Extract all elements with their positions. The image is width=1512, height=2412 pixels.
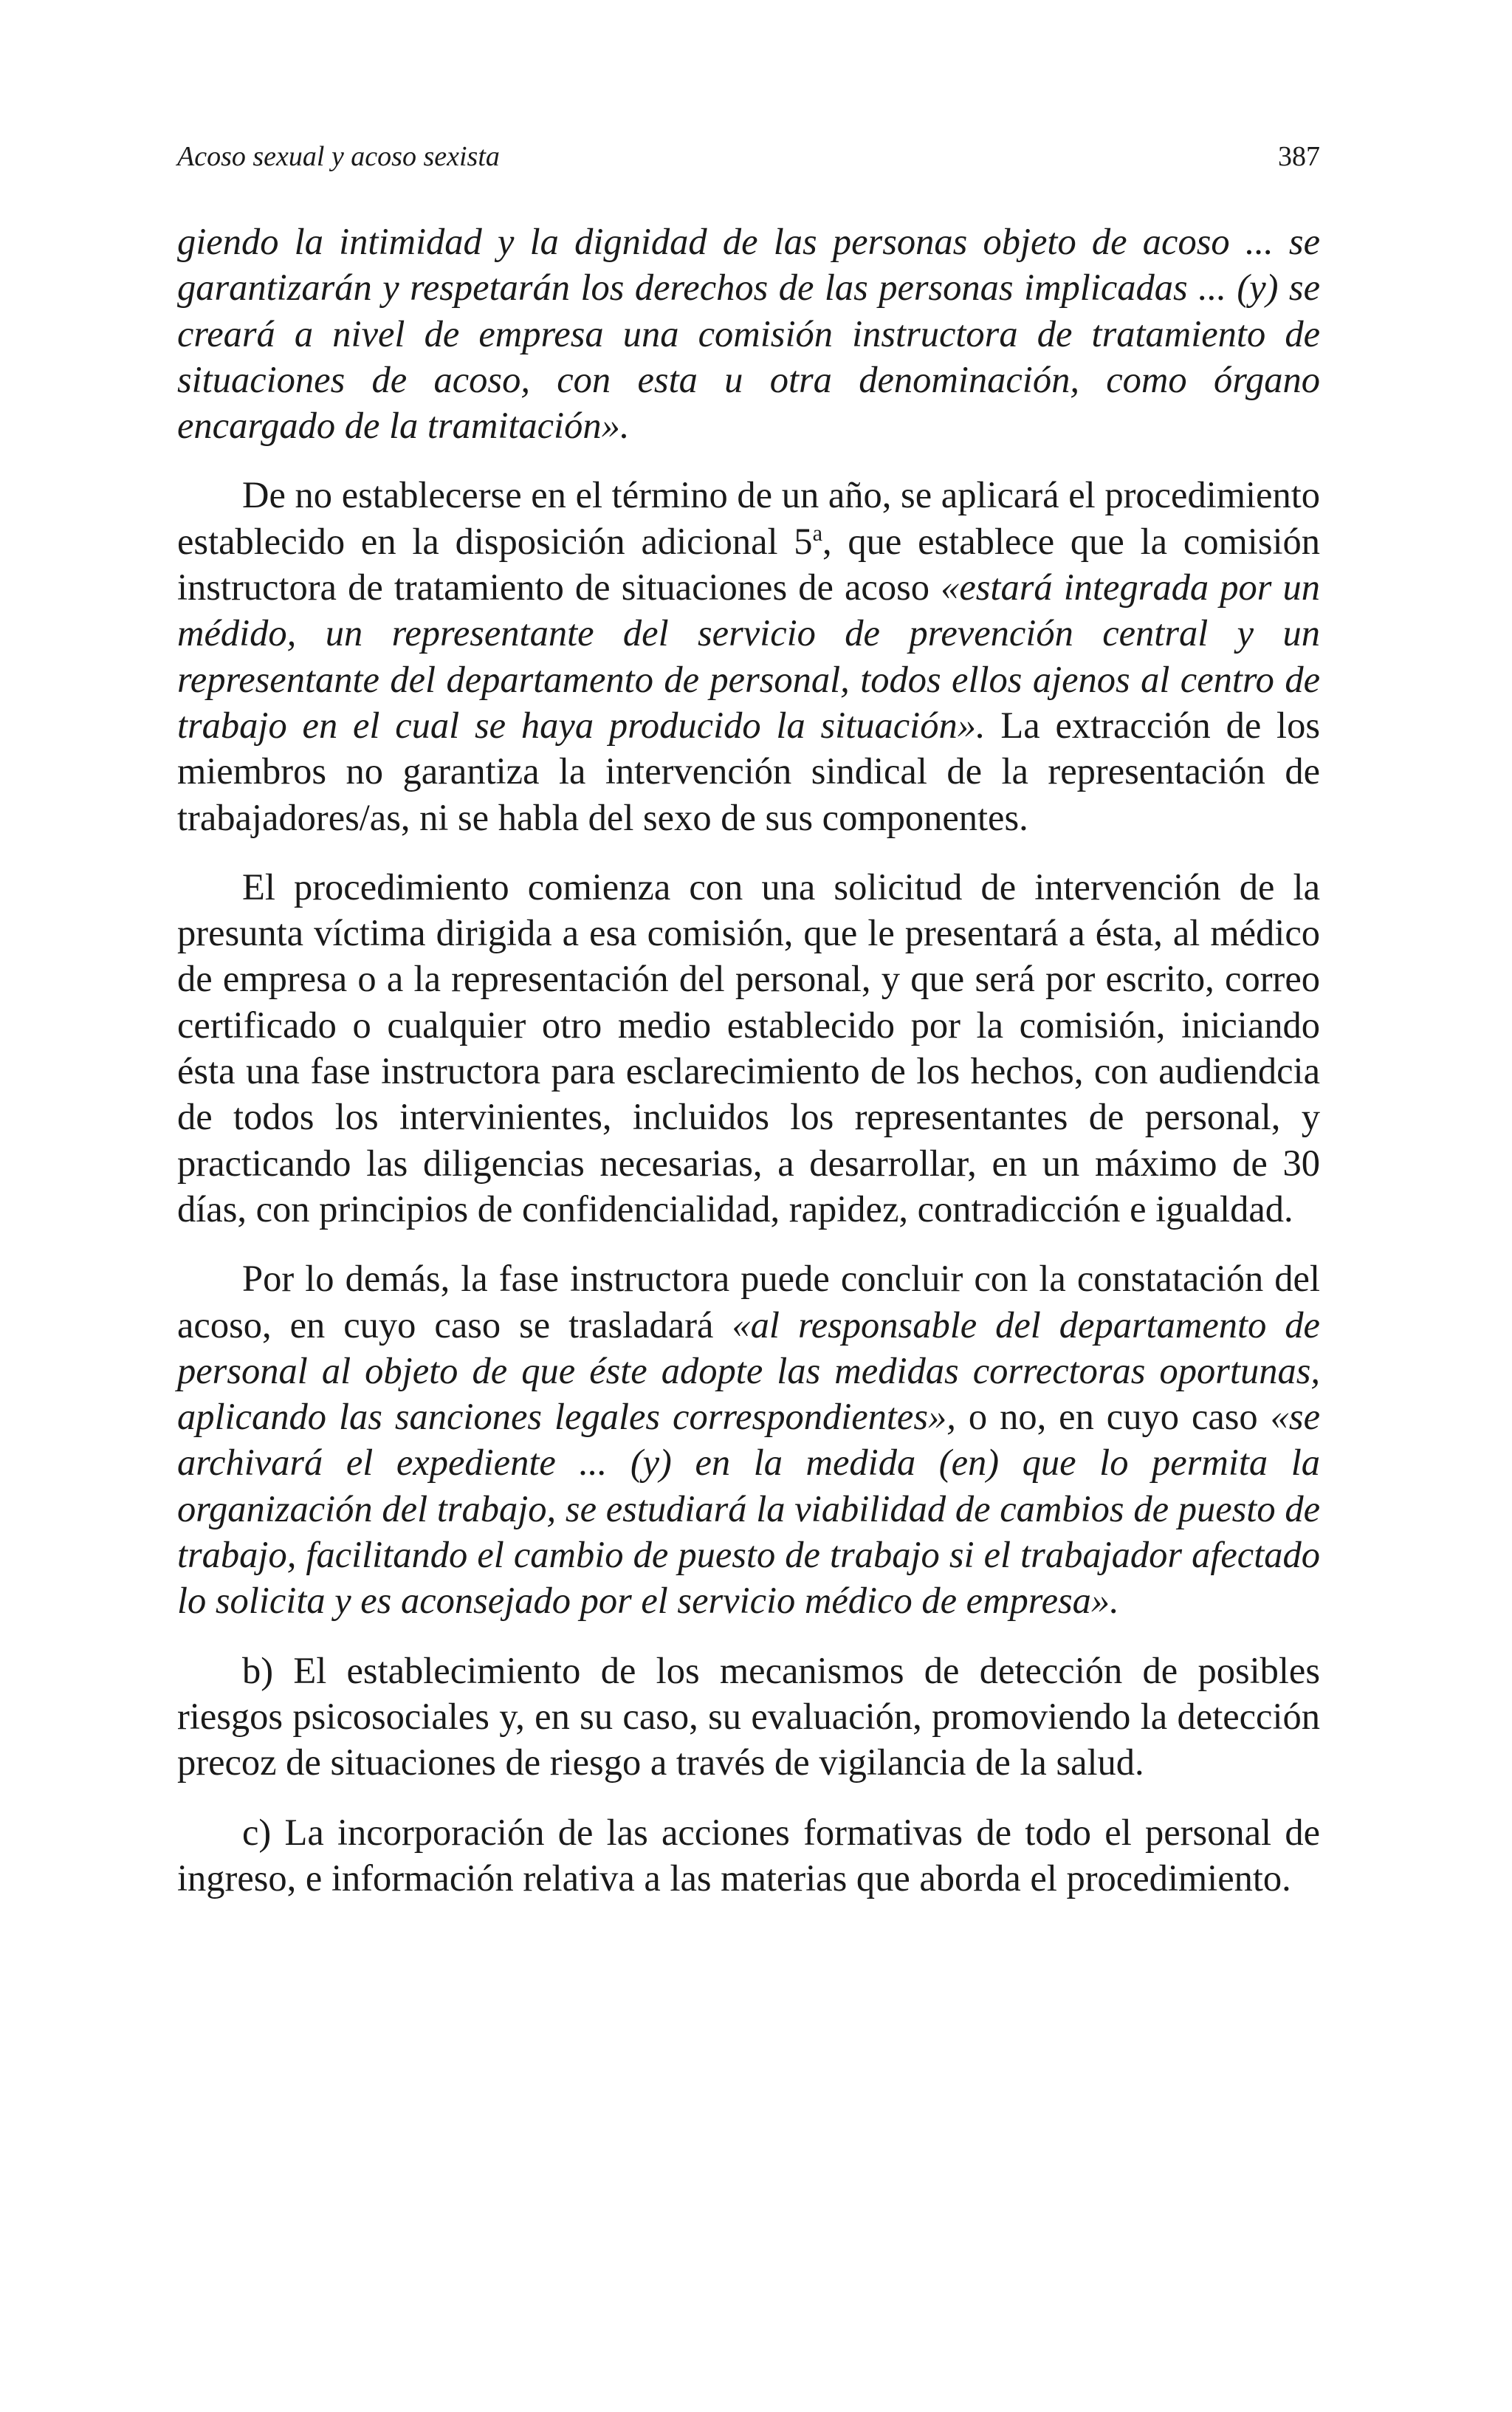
paragraph-text: Por lo demás, la fase instructora puede concluir con la constatación del acoso, en cuyo caso se trasladará xyxy=(177,1258,1320,1346)
paragraph-text: La extracción de los miembros no garantiza la intervención sindical de la representación de trabajadores/as, ni se habla del sexo de sus componentes. xyxy=(177,704,1320,838)
list-item-c: c) La incorporación de las acciones formativas de todo el personal de ingreso, e información relativa a las materias que aborda el procedimiento. xyxy=(177,1811,1320,1899)
paragraph-procedure-start: El procedimiento comienza con una solicitud de intervención de la presunta víctima dirigida a esa comisión, que le presentará a ésta, al médico de empresa o a la representación del personal, y que será por escrito, correo certificado o cualquier otro medio establecido por la comisión, iniciando ésta una fase instructora para esclarecimiento de los hechos, con audiendcia de todos los intervinientes, incluidos los representantes de personal, y practicando las diligencias necesarias, a desarrollar, en un máximo de 30 días, con principios de confidencialidad, rapidez, contradicción e igualdad. xyxy=(177,866,1320,1230)
ordinal-superscript: a xyxy=(812,520,823,546)
quote-text: «al responsable del departamento de personal al objeto de que éste adopte las medidas correctoras oportunas, aplicando las sanciones legales correspondientes», xyxy=(177,1303,1320,1438)
paragraph-text: o no, en cuyo caso xyxy=(955,1396,1271,1438)
running-header xyxy=(177,140,1320,177)
paragraph-text: , que establece que la comisión instructora de tratamiento de situaciones de acoso xyxy=(177,520,1321,609)
paragraph-procedure-default xyxy=(177,472,1320,840)
page-number: 387 xyxy=(1278,141,1320,172)
paragraph-text: De no establecerse en el término de un año, se aplicará el procedimiento establecido en la disposición adicional 5 xyxy=(177,474,1320,562)
quote-text: «estará integrada por un médido, un representante del servicio de prevención central y un representante del departamento de personal, todos ellos ajenos al centro de trabajo en el cual se haya producido la situación». xyxy=(177,566,1320,746)
paragraph-quote-continuation: giendo la intimidad y la dignidad de las personas objeto de acoso ... se garantizarán y respetarán los derechos de las personas implicadas ... (y) se creará a nivel de empresa una comisión instructora de tratamiento de situaciones de acoso, con esta u otra denominación, como órgano encargado de la tramitación». xyxy=(177,221,1320,447)
quote-text: «se archivará el expediente ... (y) en la medida (en) que lo permita la organización del trabajo, se estudiará la viabilidad de cambios de puesto de trabajo, facilitando el cambio de puesto de trabajo si el trabajador afectado lo solicita y es aconsejado por el servicio médico de empresa». xyxy=(177,1396,1320,1622)
list-item-b: b) El establecimiento de los mecanismos de detección de posibles riesgos psicosociales y, en su caso, su evaluación, promoviendo la detección precoz de situaciones de riesgo a través de vigilancia de la salud. xyxy=(177,1649,1320,1784)
paragraph-procedure-conclusion xyxy=(177,1255,1320,1623)
running-title: Acoso sexual y acoso sexista xyxy=(177,141,500,172)
body-text xyxy=(177,219,1320,1925)
